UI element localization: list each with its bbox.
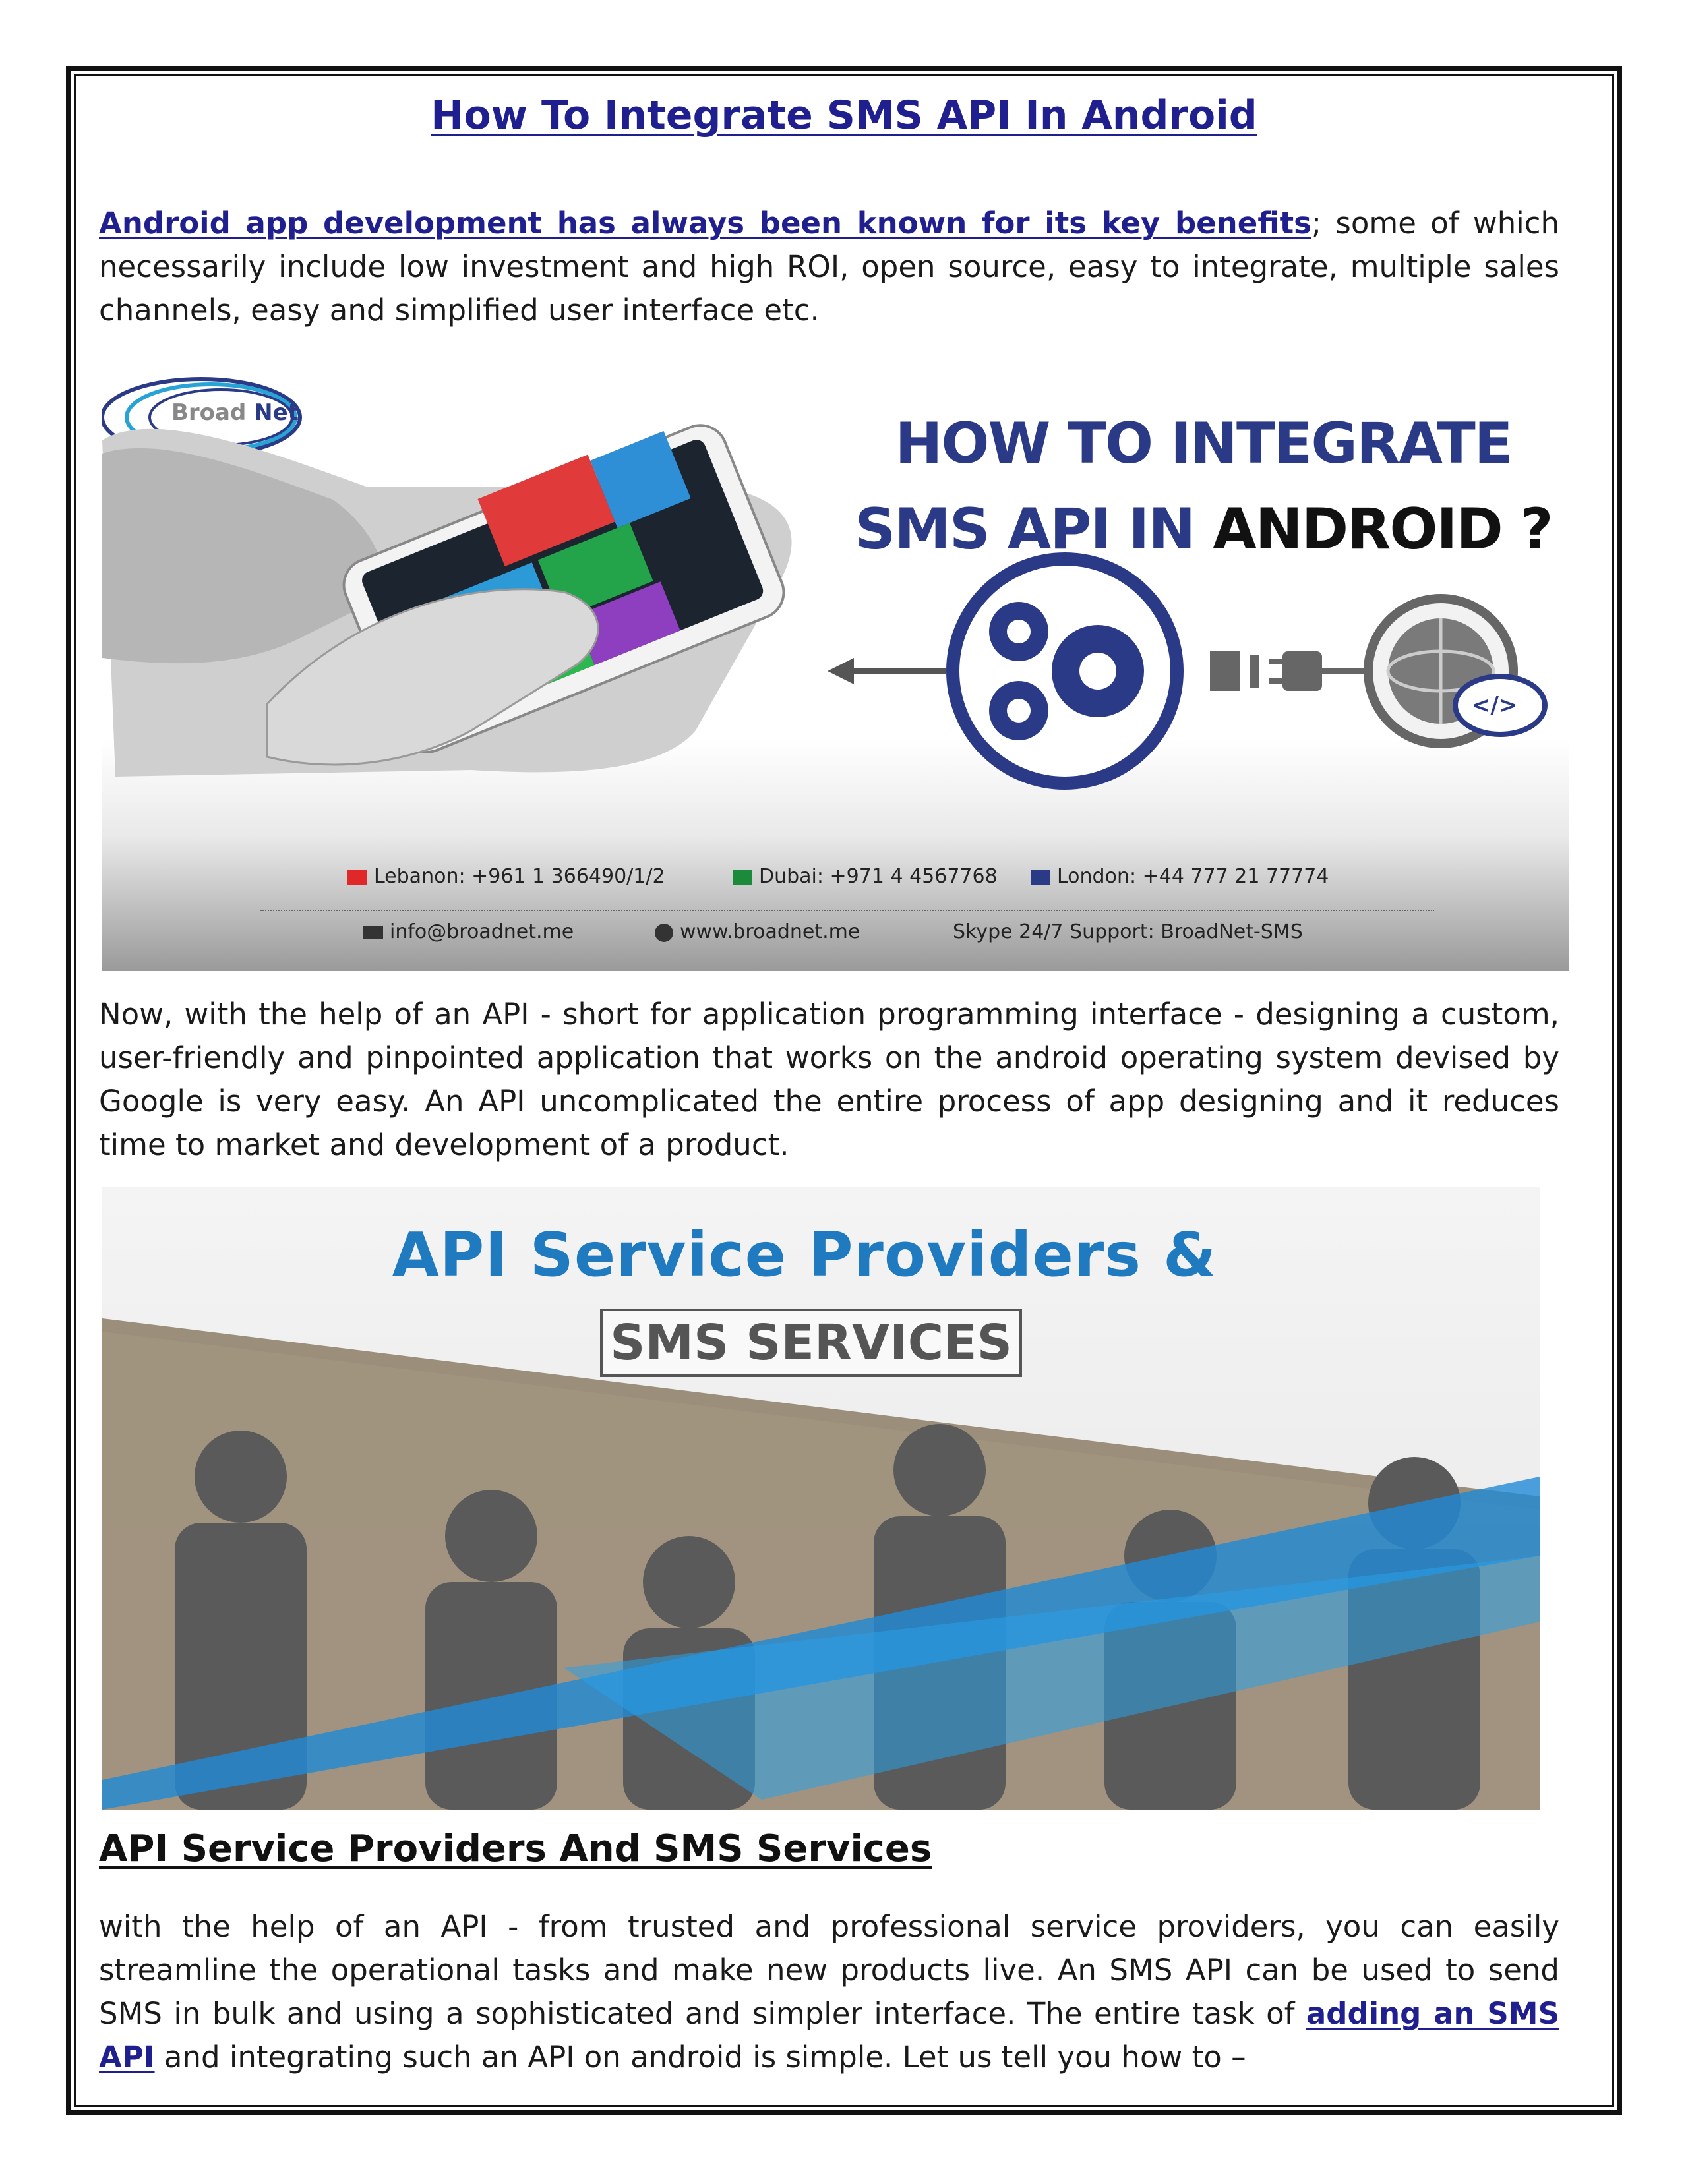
gears-icon: [953, 559, 1177, 783]
adding-sms-api-link[interactable]: adding an SMS API: [99, 1996, 1559, 2075]
document-title: [0, 92, 1688, 138]
providers-paragraph: [99, 1905, 1559, 2079]
contact-email: info@broadnet.me: [390, 920, 574, 943]
contact-dubai: Dubai: +971 4 4567768: [759, 865, 998, 888]
logo-text-net: Net: [254, 399, 299, 426]
email-icon: [363, 926, 383, 939]
intro-paragraph: [99, 202, 1559, 332]
logo-wordmark: [171, 399, 299, 426]
web-globe-icon: [655, 924, 673, 942]
banner2-heading: API Service Providers &: [392, 1220, 1217, 1290]
contact-london: London: +44 777 21 77774: [1057, 865, 1329, 888]
logo-text-broad: Broad: [171, 399, 247, 426]
banner1-heading-line1: HOW TO INTEGRATE: [895, 411, 1512, 477]
banner1-heading-line2a: SMS API IN: [855, 496, 1213, 562]
title-text: How To Integrate SMS API In Android: [431, 92, 1257, 138]
globe-code-icon: [1368, 599, 1545, 744]
uae-flag-icon: [733, 870, 752, 885]
banner1-heading: [841, 401, 1566, 572]
plug-icon: [1210, 651, 1368, 691]
providers-text-after: and integrating such an API on android is simple. Let us tell you how to –: [154, 2040, 1246, 2075]
api-service-providers-banner: [102, 1187, 1540, 1810]
contact-lebanon: Lebanon: +961 1 366490/1/2: [374, 865, 665, 888]
contact-divider: [260, 910, 1434, 911]
hand-phone-image: [102, 417, 792, 777]
intro-text: ; some of which necessarily include low investment and high ROI, open source, easy to integrate, multiple sales channels, easy and simplified user interface etc.: [99, 206, 1559, 328]
contact-web: www.broadnet.me: [680, 920, 860, 943]
banner1-heading-line2b: ANDROID ?: [1213, 496, 1552, 562]
integrate-sms-api-banner: [102, 361, 1569, 971]
lebanon-flag-icon: [347, 870, 367, 885]
code-glyph: </>: [1472, 692, 1518, 719]
contact-skype: Skype 24/7 Support: BroadNet-SMS: [953, 920, 1303, 943]
api-intro-paragraph: Now, with the help of an API - short for application programming interface - designing a custom, user-friendly and pinpointed application that works on the android operating system devised by Google is very easy. An API uncomplicated the entire process of app designing and it reduces time to market and development of a product.: [99, 997, 1559, 1162]
section-heading: API Service Providers And SMS Services: [99, 1827, 932, 1870]
key-benefits-link[interactable]: Android app development has always been known for its key benefits: [99, 206, 1311, 241]
providers-text-before: with the help of an API - from trusted and professional service providers, you can easily streamline the operational tasks and make new products live. An SMS API can be used to send SMS in bulk and using a sophisticated and simpler interface. The entire task of: [99, 1909, 1559, 2031]
left-arrow-icon: [828, 658, 946, 684]
sms-services-box: SMS SERVICES: [600, 1309, 1022, 1377]
uk-flag-icon: [1031, 870, 1050, 885]
